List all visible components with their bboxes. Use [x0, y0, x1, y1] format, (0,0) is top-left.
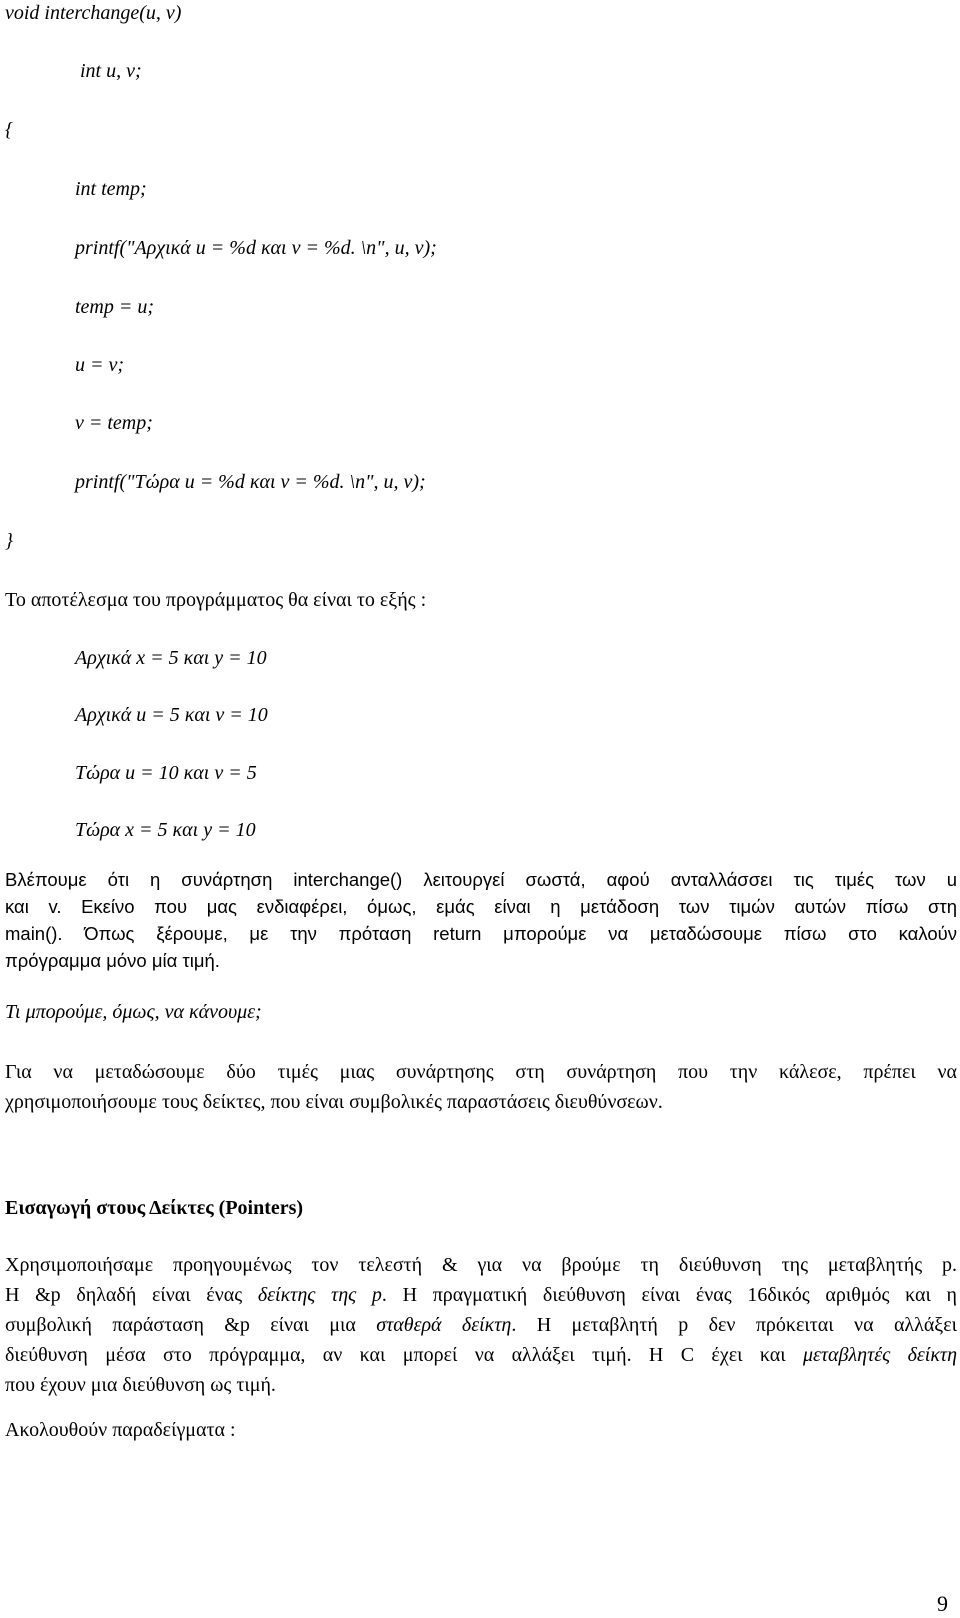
code-param-decl: int u, v;: [80, 60, 142, 82]
paragraph-line: χρησιμοποιήσουμε τους δείκτες, που είναι συμβολικές παραστάσεις διευθύνσεων.: [5, 1091, 663, 1113]
emphasis-term: μεταβλητές δείκτη: [802, 1344, 957, 1366]
question-line: Τι μπορούμε, όμως, να κάνουμε;: [5, 1001, 262, 1023]
text-run: Η &p δηλαδή είναι ένας: [5, 1284, 258, 1306]
section-heading: Εισαγωγή στους Δείκτες (Pointers): [5, 1197, 304, 1219]
text-run: . Η πραγματική διεύθυνση είναι ένας 16δικός αριθμός και η: [381, 1284, 957, 1306]
code-line: printf("Τώρα u = %d και v = %d. \n", u, v);: [75, 471, 426, 493]
output-line: Αρχικά x = 5 και y = 10: [75, 647, 267, 669]
text-run: συμβολική παράσταση &p είναι μια: [5, 1314, 377, 1336]
paragraph-line: main(). Όπως ξέρουμε, με την πρόταση return μπορούμε να μεταδώσουμε πίσω στο καλούν: [5, 923, 957, 944]
explanation-paragraph: [5, 866, 957, 974]
output-line: Τώρα u = 10 και v = 5: [75, 762, 257, 784]
code-line: u = v;: [75, 354, 125, 376]
emphasis-term: σταθερά δείκτη: [376, 1314, 512, 1336]
code-close-brace: }: [5, 530, 13, 552]
code-signature: void interchange(u, v): [5, 2, 182, 24]
output-line: Τώρα x = 5 και y = 10: [75, 819, 256, 841]
code-line: v = temp;: [75, 412, 153, 434]
page-number: 9: [937, 1591, 948, 1616]
answer-paragraph: [5, 1057, 957, 1117]
code-line: int temp;: [75, 178, 147, 200]
paragraph-line: Βλέπουμε ότι η συνάρτηση interchange() λειτουργεί σωστά, αφού ανταλλάσσει τις τιμές των u: [5, 869, 957, 890]
paragraph-line: Για να μεταδώσουμε δύο τιμές μιας συνάρτησης στη συνάρτηση που την κάλεσε, πρέπει να: [5, 1061, 957, 1083]
paragraph-line: [5, 1310, 957, 1340]
emphasis-term: δείκτης της p: [257, 1284, 382, 1306]
paragraph-line: και v. Εκείνο που μας ενδιαφέρει, όμως, εμάς είναι η μετάδοση των τιμών αυτών πίσω στη: [5, 896, 957, 917]
paragraph-line: πρόγραμμα μόνο μία τιμή.: [5, 950, 220, 971]
text-run: διεύθυνση μέσα στο πρόγραμμα, αν και μπορεί να αλλάξει τιμή. Η C έχει και: [5, 1344, 803, 1366]
output-line: Αρχικά u = 5 και v = 10: [75, 704, 268, 726]
paragraph-line: Χρησιμοποιήσαμε προηγουμένως τον τελεστή & για να βρούμε τη διεύθυνση της μεταβλητής p.: [5, 1254, 957, 1276]
paragraph-line: [5, 1340, 957, 1370]
pointers-paragraph: [5, 1250, 957, 1400]
paragraph-line: [5, 1280, 957, 1310]
code-open-brace: {: [5, 119, 13, 141]
code-line: printf("Αρχικά u = %d και v = %d. \n", u, v);: [75, 237, 437, 259]
examples-intro: Ακολουθούν παραδείγματα :: [5, 1419, 236, 1441]
result-intro: Το αποτέλεσμα του προγράμματος θα είναι το εξής :: [5, 589, 427, 611]
paragraph-line: που έχουν μια διεύθυνση ως τιμή.: [5, 1374, 276, 1396]
code-line: temp = u;: [75, 296, 155, 318]
text-run: . Η μεταβλητή p δεν πρόκειται να αλλάξει: [511, 1314, 957, 1336]
